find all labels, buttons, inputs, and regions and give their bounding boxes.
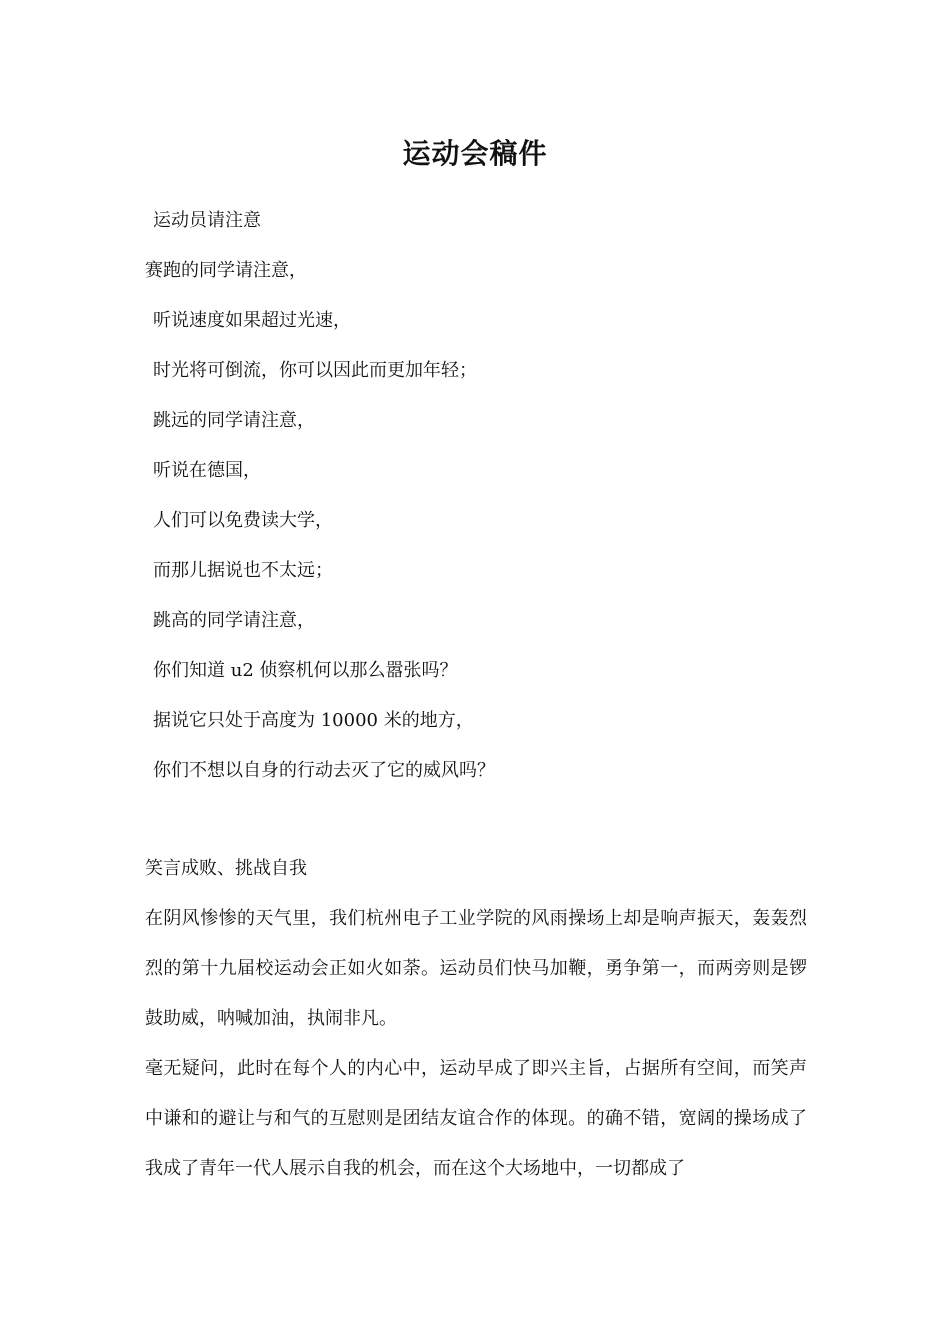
section-heading-laugh: 笑言成败、挑战自我 <box>145 858 307 879</box>
poem-line: 听说在德国， <box>153 460 261 481</box>
poem-line: 跳高的同学请注意， <box>153 610 315 631</box>
poem-line: 赛跑的同学请注意， <box>145 260 307 281</box>
poem-line: 你们不想以自身的行动去灭了它的威风吗？ <box>153 760 495 781</box>
poem-line: 据说它只处于高度为 10000 米的地方， <box>153 710 474 731</box>
poem-line: 时光将可倒流，你可以因此而更加年轻； <box>153 360 477 381</box>
poem-line: 人们可以免费读大学， <box>153 510 333 531</box>
body-paragraph: 毫无疑问，此时在每个人的内心中，运动早成了即兴主旨，占据所有空间，而笑声中谦和的避让与和气的互慰则是团结友谊合作的体现。的确不错，宽阔的操场成了我成了青年一代人展示自我的机会，而在这个大场地中，一切都成了 <box>145 1058 807 1179</box>
poem-line: 听说速度如果超过光速， <box>153 310 351 331</box>
poem-line: 你们知道 u2 侦察机何以那么嚣张吗？ <box>153 660 458 681</box>
poem-line: 而那儿据说也不太远； <box>153 560 333 581</box>
section-heading-athletes: 运动员请注意 <box>153 210 261 231</box>
body-paragraph: 在阴风惨惨的天气里，我们杭州电子工业学院的风雨操场上却是响声振天，轰轰烈烈的第十九届校运动会正如火如荼。运动员们快马加鞭，勇争第一，而两旁则是锣鼓助威，呐喊加油，执闹非凡。 <box>145 908 807 1029</box>
poem-line: 跳远的同学请注意， <box>153 410 315 431</box>
document-title: 运动会稿件 <box>402 137 548 170</box>
